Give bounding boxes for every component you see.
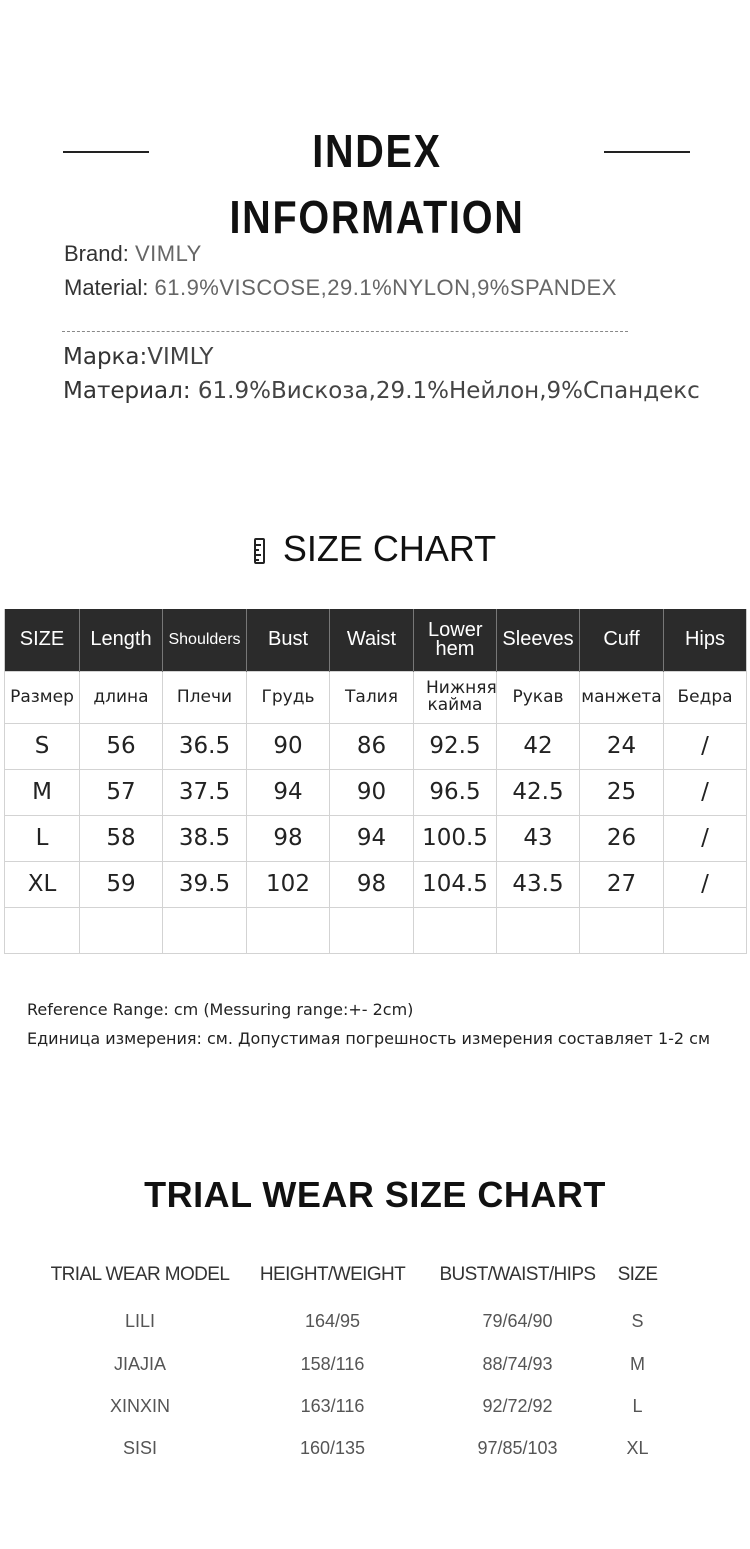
trial-cell: 92/72/92 — [482, 1396, 553, 1416]
trial-cell: S — [631, 1311, 644, 1331]
size-table-cell: 100.5 — [414, 815, 497, 861]
trial-header-cell: HEIGHT/WEIGHT — [259, 1264, 406, 1285]
size-table-cell: / — [664, 861, 747, 907]
size-table-cell: 90 — [247, 723, 330, 769]
title-divider-right — [604, 151, 690, 153]
reference-range-ru: Единица измерения: см. Допустимая погрешность измерения составляет 1-2 см — [27, 1029, 711, 1048]
trial-row — [40, 1311, 720, 1347]
size-table-header-cell: Bust — [247, 609, 330, 671]
size-table-header-row — [5, 609, 747, 671]
size-table-cell: 42.5 — [497, 769, 580, 815]
size-table-ru-cell: Грудь — [247, 671, 330, 723]
size-table-cell: 43 — [497, 815, 580, 861]
trial-header-row — [40, 1264, 720, 1300]
size-table-row — [5, 723, 747, 769]
size-table-row — [5, 769, 747, 815]
ru-material-row — [63, 378, 700, 404]
size-table-ru-cell: Рукав — [497, 671, 580, 723]
size-table-header-cell: SIZE — [5, 609, 80, 671]
size-table-cell: 37.5 — [163, 769, 247, 815]
size-table-cell: 36.5 — [163, 723, 247, 769]
ru-material-label: Материал: — [63, 378, 191, 404]
brand-label: Brand: — [64, 241, 129, 266]
size-table-ru-header-row — [5, 671, 747, 723]
size-table-header-cell: Cuff — [580, 609, 664, 671]
brand-value: VIMLY — [134, 241, 202, 266]
size-table-cell: 98 — [330, 861, 414, 907]
size-table-cell: 90 — [330, 769, 414, 815]
dotted-divider — [62, 331, 628, 332]
trial-wear-title: TRIAL WEAR SIZE CHART — [144, 1174, 606, 1215]
size-table — [4, 609, 747, 954]
size-table-header-cell: Shoulders — [163, 609, 247, 671]
ruler-icon — [254, 538, 265, 564]
ru-brand-value: VIMLY — [147, 344, 214, 370]
size-table-ru-cell: Размер — [5, 671, 80, 723]
size-table-cell: M — [5, 769, 80, 815]
size-table-cell: 96.5 — [414, 769, 497, 815]
size-chart-title — [0, 528, 750, 572]
trial-cell: M — [630, 1354, 645, 1374]
size-table-cell: 42 — [497, 723, 580, 769]
size-table-header-cell: Hips — [664, 609, 747, 671]
trial-cell: 97/85/103 — [477, 1438, 558, 1458]
size-table-cell: L — [5, 815, 80, 861]
trial-header-cell: TRIAL WEAR MODEL — [50, 1264, 230, 1285]
size-table-header-cell: Lower hem — [414, 609, 497, 671]
size-table-ru-cell: Нижняя кайма — [414, 671, 497, 723]
trial-row — [40, 1438, 720, 1474]
brand-row — [64, 241, 202, 267]
material-value: 61.9%VISCOSE,29.1%NYLON,9%SPANDEX — [154, 275, 617, 300]
trial-header-cell: BUST/WAIST/HIPS — [439, 1264, 596, 1285]
size-table-header-cell: Waist — [330, 609, 414, 671]
trial-cell: 88/74/93 — [482, 1354, 553, 1374]
size-table-cell: 59 — [80, 861, 163, 907]
size-table-ru-cell: Бедра — [664, 671, 747, 723]
size-table-ru-cell: манжета — [580, 671, 664, 723]
size-table-cell: / — [664, 815, 747, 861]
size-table-ru-cell: Талия — [330, 671, 414, 723]
ru-brand-row — [63, 344, 213, 370]
material-row — [64, 275, 617, 301]
size-table-cell: 43.5 — [497, 861, 580, 907]
trial-cell: XINXIN — [109, 1396, 170, 1416]
trial-cell: 164/95 — [304, 1311, 361, 1331]
size-table-cell: 102 — [247, 861, 330, 907]
ru-material-value: 61.9%Вискоза,29.1%Нейлон,9%Спандекс — [197, 378, 700, 404]
size-table-ru-cell: Плечи — [163, 671, 247, 723]
ru-brand-label: Марка: — [63, 344, 148, 370]
size-table-cell: 26 — [580, 815, 664, 861]
size-table-cell: 86 — [330, 723, 414, 769]
material-label: Material: — [64, 275, 149, 300]
trial-row — [40, 1354, 720, 1390]
size-table-cell: 24 — [580, 723, 664, 769]
trial-cell: JIAJIA — [113, 1354, 166, 1374]
size-table-cell: 57 — [80, 769, 163, 815]
trial-row — [40, 1396, 720, 1432]
title-divider-left — [63, 151, 149, 153]
size-table-cell: 92.5 — [414, 723, 497, 769]
size-table-cell: 27 — [580, 861, 664, 907]
size-table-cell: 94 — [330, 815, 414, 861]
size-table-cell: XL — [5, 861, 80, 907]
size-table-cell: 104.5 — [414, 861, 497, 907]
index-header — [0, 118, 750, 243]
size-table-ru-cell: длина — [80, 671, 163, 723]
trial-cell: XL — [626, 1438, 649, 1458]
size-table-cell: 25 — [580, 769, 664, 815]
size-table-cell: 94 — [247, 769, 330, 815]
size-table-cell: 98 — [247, 815, 330, 861]
trial-header-cell: SIZE — [617, 1264, 658, 1285]
trial-cell: 79/64/90 — [482, 1311, 553, 1331]
size-table-cell: / — [664, 723, 747, 769]
trial-cell: SISI — [122, 1438, 157, 1458]
size-chart-title-text: SIZE CHART — [282, 528, 497, 569]
size-table-cell: 38.5 — [163, 815, 247, 861]
size-table-header-cell: Sleeves — [497, 609, 580, 671]
size-table-row — [5, 815, 747, 861]
size-table-cell: 56 — [80, 723, 163, 769]
size-table-row — [5, 861, 747, 907]
size-table-empty-row — [5, 907, 747, 953]
index-title: INDEX INFORMATION — [229, 125, 525, 243]
size-table-cell: 58 — [80, 815, 163, 861]
trial-cell: 160/135 — [299, 1438, 366, 1458]
trial-cell: 158/116 — [300, 1354, 365, 1374]
size-table-header-cell: Length — [80, 609, 163, 671]
trial-cell: LILI — [124, 1311, 156, 1331]
size-table-cell: 39.5 — [163, 861, 247, 907]
size-table-cell: S — [5, 723, 80, 769]
trial-cell: L — [632, 1396, 643, 1416]
reference-range-en: Reference Range: cm (Messuring range:+- 2cm) — [27, 1000, 414, 1019]
size-table-cell: / — [664, 769, 747, 815]
trial-cell: 163/116 — [300, 1396, 365, 1416]
